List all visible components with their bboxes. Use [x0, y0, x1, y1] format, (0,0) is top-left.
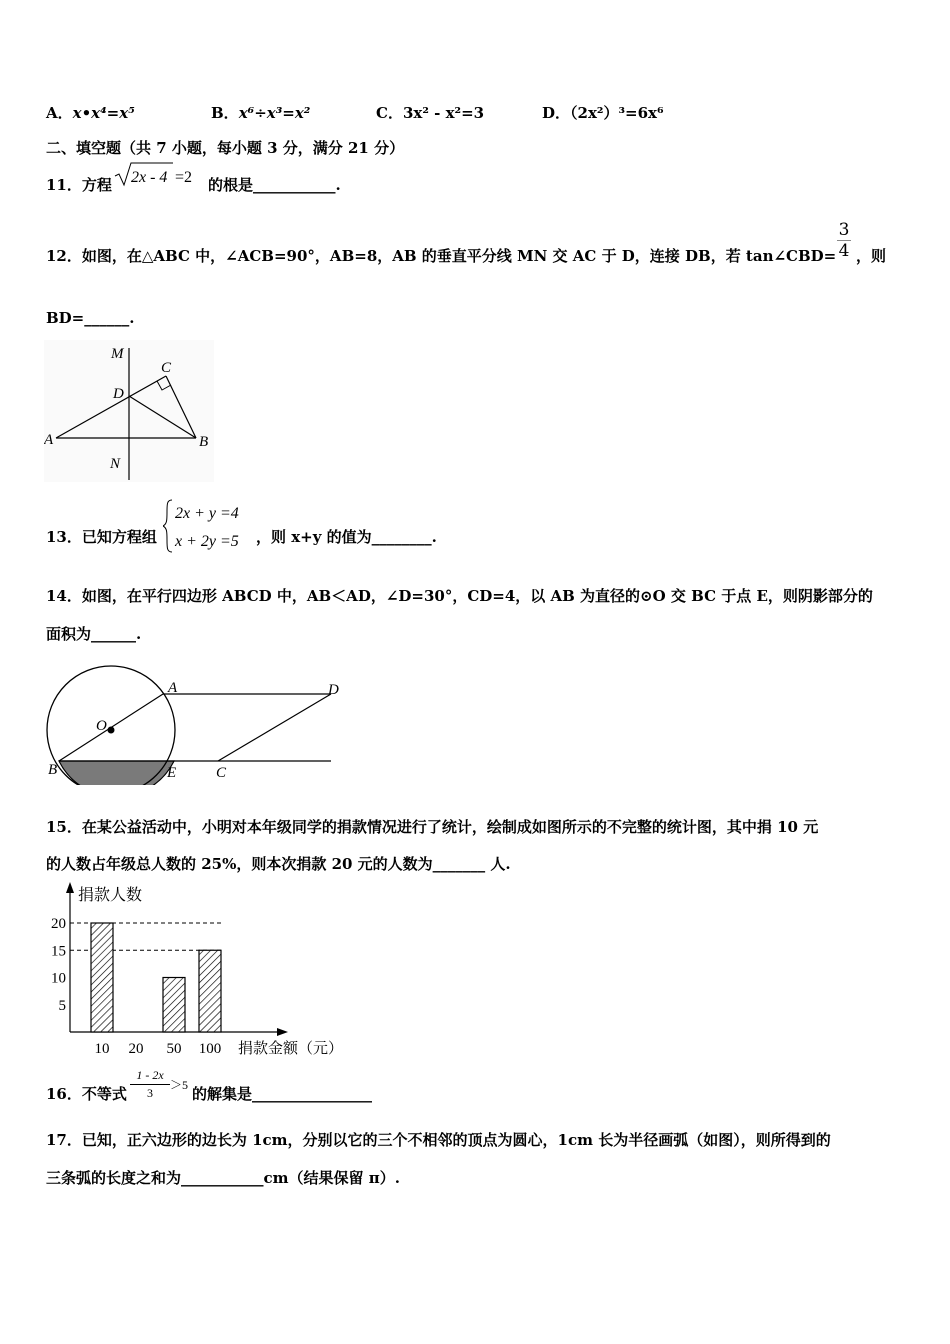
label-m: M: [111, 346, 124, 362]
q13-num: 13．: [46, 528, 82, 546]
q14-line2: 面积为______.: [46, 625, 142, 643]
center-dot: [108, 727, 115, 734]
q16-ineq: ＞5: [170, 1078, 189, 1092]
q13-post: ，则 x+y 的值为________.: [256, 528, 437, 546]
bar-100: [199, 950, 221, 1032]
option-c-label: C．: [376, 104, 403, 122]
q16-num: 16．: [46, 1085, 82, 1103]
q11-radicand: 2x - 4: [131, 169, 168, 186]
q14-figure: [44, 660, 354, 785]
q13-pre: [46, 526, 157, 547]
option-a-expr: x•x⁴=x⁵: [72, 104, 135, 122]
option-a: [46, 102, 135, 123]
y-tick-label: 5: [58, 997, 66, 1014]
q15-line2: 的人数占年级总人数的 25%，则本次捐款 20 元的人数为_______ 人.: [46, 855, 511, 873]
q12-figure: [44, 340, 214, 482]
q11-num: 11．: [46, 176, 82, 194]
x-tick-label: 100: [198, 1041, 222, 1057]
y-axis-arrow: [66, 882, 74, 893]
q14-line1: 14．如图，在平行四边形 ABCD 中，AB＜AD，∠D=30°，CD=4，以 AB 为直径的⊙O 交 BC 于点 E，则阴影部分的: [46, 587, 873, 605]
label-e: E: [167, 765, 177, 781]
q11-radical: [113, 160, 208, 188]
q13-eq2: x + 2y =5: [175, 533, 239, 550]
label-n: N: [110, 456, 121, 472]
option-d: [542, 102, 664, 123]
q13-system: [163, 498, 263, 554]
q17-line1: 17．已知，正六边形的边长为 1cm，分别以它的三个不相邻的顶点为圆心，1cm 长为半径画弧（如图），则所得到的: [46, 1131, 831, 1149]
q12-fraction: [836, 220, 852, 261]
q12-text: [46, 245, 836, 266]
y-tick-label: 20: [51, 916, 66, 932]
q13-pre-text: 已知方程组: [81, 528, 157, 546]
q11-number: [46, 174, 112, 195]
q12-frac-den: 4: [838, 241, 850, 261]
y-tick-label: 15: [51, 943, 66, 960]
option-b: [211, 102, 310, 123]
segment-dc: [218, 694, 331, 761]
q16-frac-den: 3: [147, 1086, 153, 1100]
option-c: [376, 102, 484, 123]
x-tick-label: 20: [128, 1041, 144, 1057]
section-title: 二、填空题（共 7 小题，每小题 3 分，满分 21 分）: [46, 139, 405, 157]
q16-frac-num: 1 - 2x: [136, 1068, 164, 1082]
q12-answer: BD=______.: [46, 309, 135, 327]
x-tick-label: 50: [166, 1041, 182, 1057]
y-tick-label: 10: [51, 970, 66, 987]
q12-body: 如图，在△ABC 中，∠ACB=90°，AB=8，AB 的垂直平分线 MN 交 AC 于 D，连接 DB，若 tan∠CBD=: [81, 247, 837, 265]
label-b: B: [199, 434, 209, 450]
q12-num: 12．: [46, 247, 82, 265]
q16-pre: [46, 1083, 127, 1104]
x-axis-label: 捐款金额（元）: [238, 1041, 344, 1057]
label-d: D: [328, 682, 339, 698]
x-tick-label: 10: [94, 1041, 110, 1057]
q17-line2: 三条弧的长度之和为___________cm（结果保留 π）.: [46, 1169, 400, 1187]
q16-fraction: [130, 1068, 170, 1101]
bar-50: [163, 978, 185, 1033]
bar-10: [91, 923, 113, 1032]
q11-pre: 方程: [81, 176, 112, 194]
q13-brace: [163, 500, 172, 552]
option-b-label: B．: [211, 104, 239, 122]
label-b: B: [48, 762, 58, 778]
q12-frac-num: 3: [838, 220, 850, 240]
shaded-region: [59, 761, 177, 785]
q15-line1: 15．在某公益活动中，小明对本年级同学的捐款情况进行了统计，绘制成如图所示的不完整的统计图，其中捐 10 元: [46, 818, 819, 836]
label-o: O: [96, 718, 107, 734]
x-axis-arrow: [277, 1028, 288, 1036]
q16-pre-text: 不等式: [81, 1085, 127, 1103]
label-a: A: [168, 680, 178, 696]
q16-post: 的解集是________________: [192, 1085, 373, 1103]
y-axis-label: 捐款人数: [78, 887, 143, 904]
option-d-label: D．: [542, 104, 571, 122]
option-c-expr: 3x² - x²=3: [402, 104, 485, 122]
q16-frac-bar: [130, 1084, 170, 1085]
q12-end: ，则: [856, 247, 887, 265]
q11-rhs: =2: [175, 169, 193, 186]
option-a-label: A．: [46, 104, 73, 122]
option-d-expr: （2x²）³=6x⁶: [570, 104, 664, 122]
donation-bar-chart: [40, 880, 360, 1062]
label-d: D: [113, 386, 124, 402]
q13-eq1: 2x + y =4: [175, 505, 239, 522]
label-c: C: [216, 765, 227, 781]
label-c: C: [161, 360, 172, 376]
option-b-expr: x⁶÷x³=x²: [238, 104, 311, 122]
label-a: A: [44, 432, 54, 448]
q11-post: 的根是___________.: [208, 176, 341, 194]
